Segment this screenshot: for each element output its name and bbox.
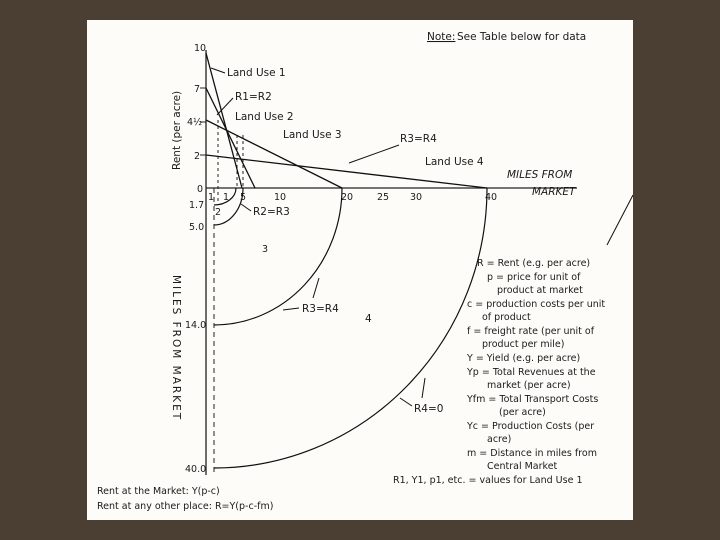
x-tick-25: 25 <box>377 192 390 203</box>
ring-label-2: 2 <box>215 207 222 218</box>
arrow-r1-r2 <box>217 98 233 115</box>
edge-stroke <box>607 195 633 245</box>
y-tick-7: 7 <box>194 84 201 95</box>
note-text: See Table below for data <box>457 31 587 43</box>
arrow-r4-0 <box>400 398 412 406</box>
lower-axis-label: MILES FROM MARKET <box>170 275 182 422</box>
ring-boundary-4 <box>214 188 487 468</box>
arrow-r4-0-b <box>422 378 425 398</box>
y-axis-label: Rent (per acre) <box>171 90 183 170</box>
lower-tick-40.0: 40.0 <box>185 464 207 475</box>
diagram-sheet <box>87 20 633 520</box>
arrow-land-use-1 <box>211 68 225 73</box>
formula-other: Rent at any other place: R=Y(p-c-fm) <box>97 501 274 512</box>
x-tick-40: 40 <box>485 192 498 203</box>
legend-line-11: Yfm = Total Transport Costs <box>467 394 599 405</box>
formula-market: Rent at the Market: Y(p-c) <box>97 486 220 497</box>
legend-line-8: Y = Yield (e.g. per acre) <box>467 353 581 364</box>
legend-line-1: R = Rent (e.g. per acre) <box>477 258 591 269</box>
origin-label: 0 <box>197 184 204 195</box>
ring-label-4: 4 <box>365 313 372 325</box>
legend-line-12: (per acre) <box>499 407 546 418</box>
x-tick-30: 30 <box>410 192 423 203</box>
y-tick-2: 2 <box>194 151 201 162</box>
legend-line-17: R1, Y1, p1, etc. = values for Land Use 1 <box>393 475 583 486</box>
label-land-use-1: Land Use 1 <box>227 67 286 79</box>
x-tick-20: 20 <box>341 192 354 203</box>
legend-line-6: f = freight rate (per unit of <box>467 326 595 337</box>
arrow-ring-r3-r4-b <box>283 308 299 310</box>
legend-line-14: acre) <box>487 434 512 445</box>
x-axis-label-2: MARKET <box>532 186 576 198</box>
label-land-use-4: Land Use 4 <box>425 156 484 168</box>
label-r1-r2: R1=R2 <box>235 91 272 103</box>
arrow-r2-r3 <box>241 204 251 211</box>
ring-label-r4-0: R4=0 <box>414 403 444 415</box>
ring-label-r3-r4: R3=R4 <box>302 303 339 315</box>
y-tick-4.5: 4½ <box>187 117 203 128</box>
legend-line-2: p = price for unit of <box>487 272 581 283</box>
rent-curve-land-use-2 <box>206 88 255 188</box>
legend-line-16: Central Market <box>487 461 558 472</box>
label-r3-r4: R3=R4 <box>400 133 437 145</box>
note-prefix: Note: <box>427 31 456 43</box>
lower-tick-14.0: 14.0 <box>185 320 207 331</box>
y-tick-10: 10 <box>194 43 207 54</box>
legend <box>393 258 605 486</box>
x-tick-5: 5 <box>240 192 247 203</box>
legend-line-13: Yc = Production Costs (per <box>467 421 595 432</box>
legend-line-9: Yp = Total Revenues at the <box>467 367 596 378</box>
x-axis-label-1: MILES FROM <box>507 169 573 181</box>
arrow-r3-r4 <box>349 145 399 163</box>
legend-line-15: m = Distance in miles from <box>467 448 597 459</box>
legend-line-4: c = production costs per unit <box>467 299 606 310</box>
ring-label-r2-r3: R2=R3 <box>253 206 290 218</box>
x-tick-10: 10 <box>274 192 287 203</box>
ring-label-3: 3 <box>262 244 269 255</box>
label-land-use-2: Land Use 2 <box>235 111 294 123</box>
lower-tick-5.0: 5.0 <box>189 222 205 233</box>
von-thunen-diagram <box>87 20 633 520</box>
arrow-ring-r3-r4 <box>313 278 319 298</box>
x-tick-1: 1 <box>208 192 215 203</box>
lower-tick-1.7: 1.7 <box>189 200 205 211</box>
legend-line-3: product at market <box>497 285 583 296</box>
legend-line-5: of product <box>482 312 531 323</box>
ring-label-1: 1 <box>223 192 230 203</box>
legend-line-10: market (per acre) <box>487 380 571 391</box>
label-land-use-3: Land Use 3 <box>283 129 342 141</box>
legend-line-7: product per mile) <box>482 339 565 350</box>
